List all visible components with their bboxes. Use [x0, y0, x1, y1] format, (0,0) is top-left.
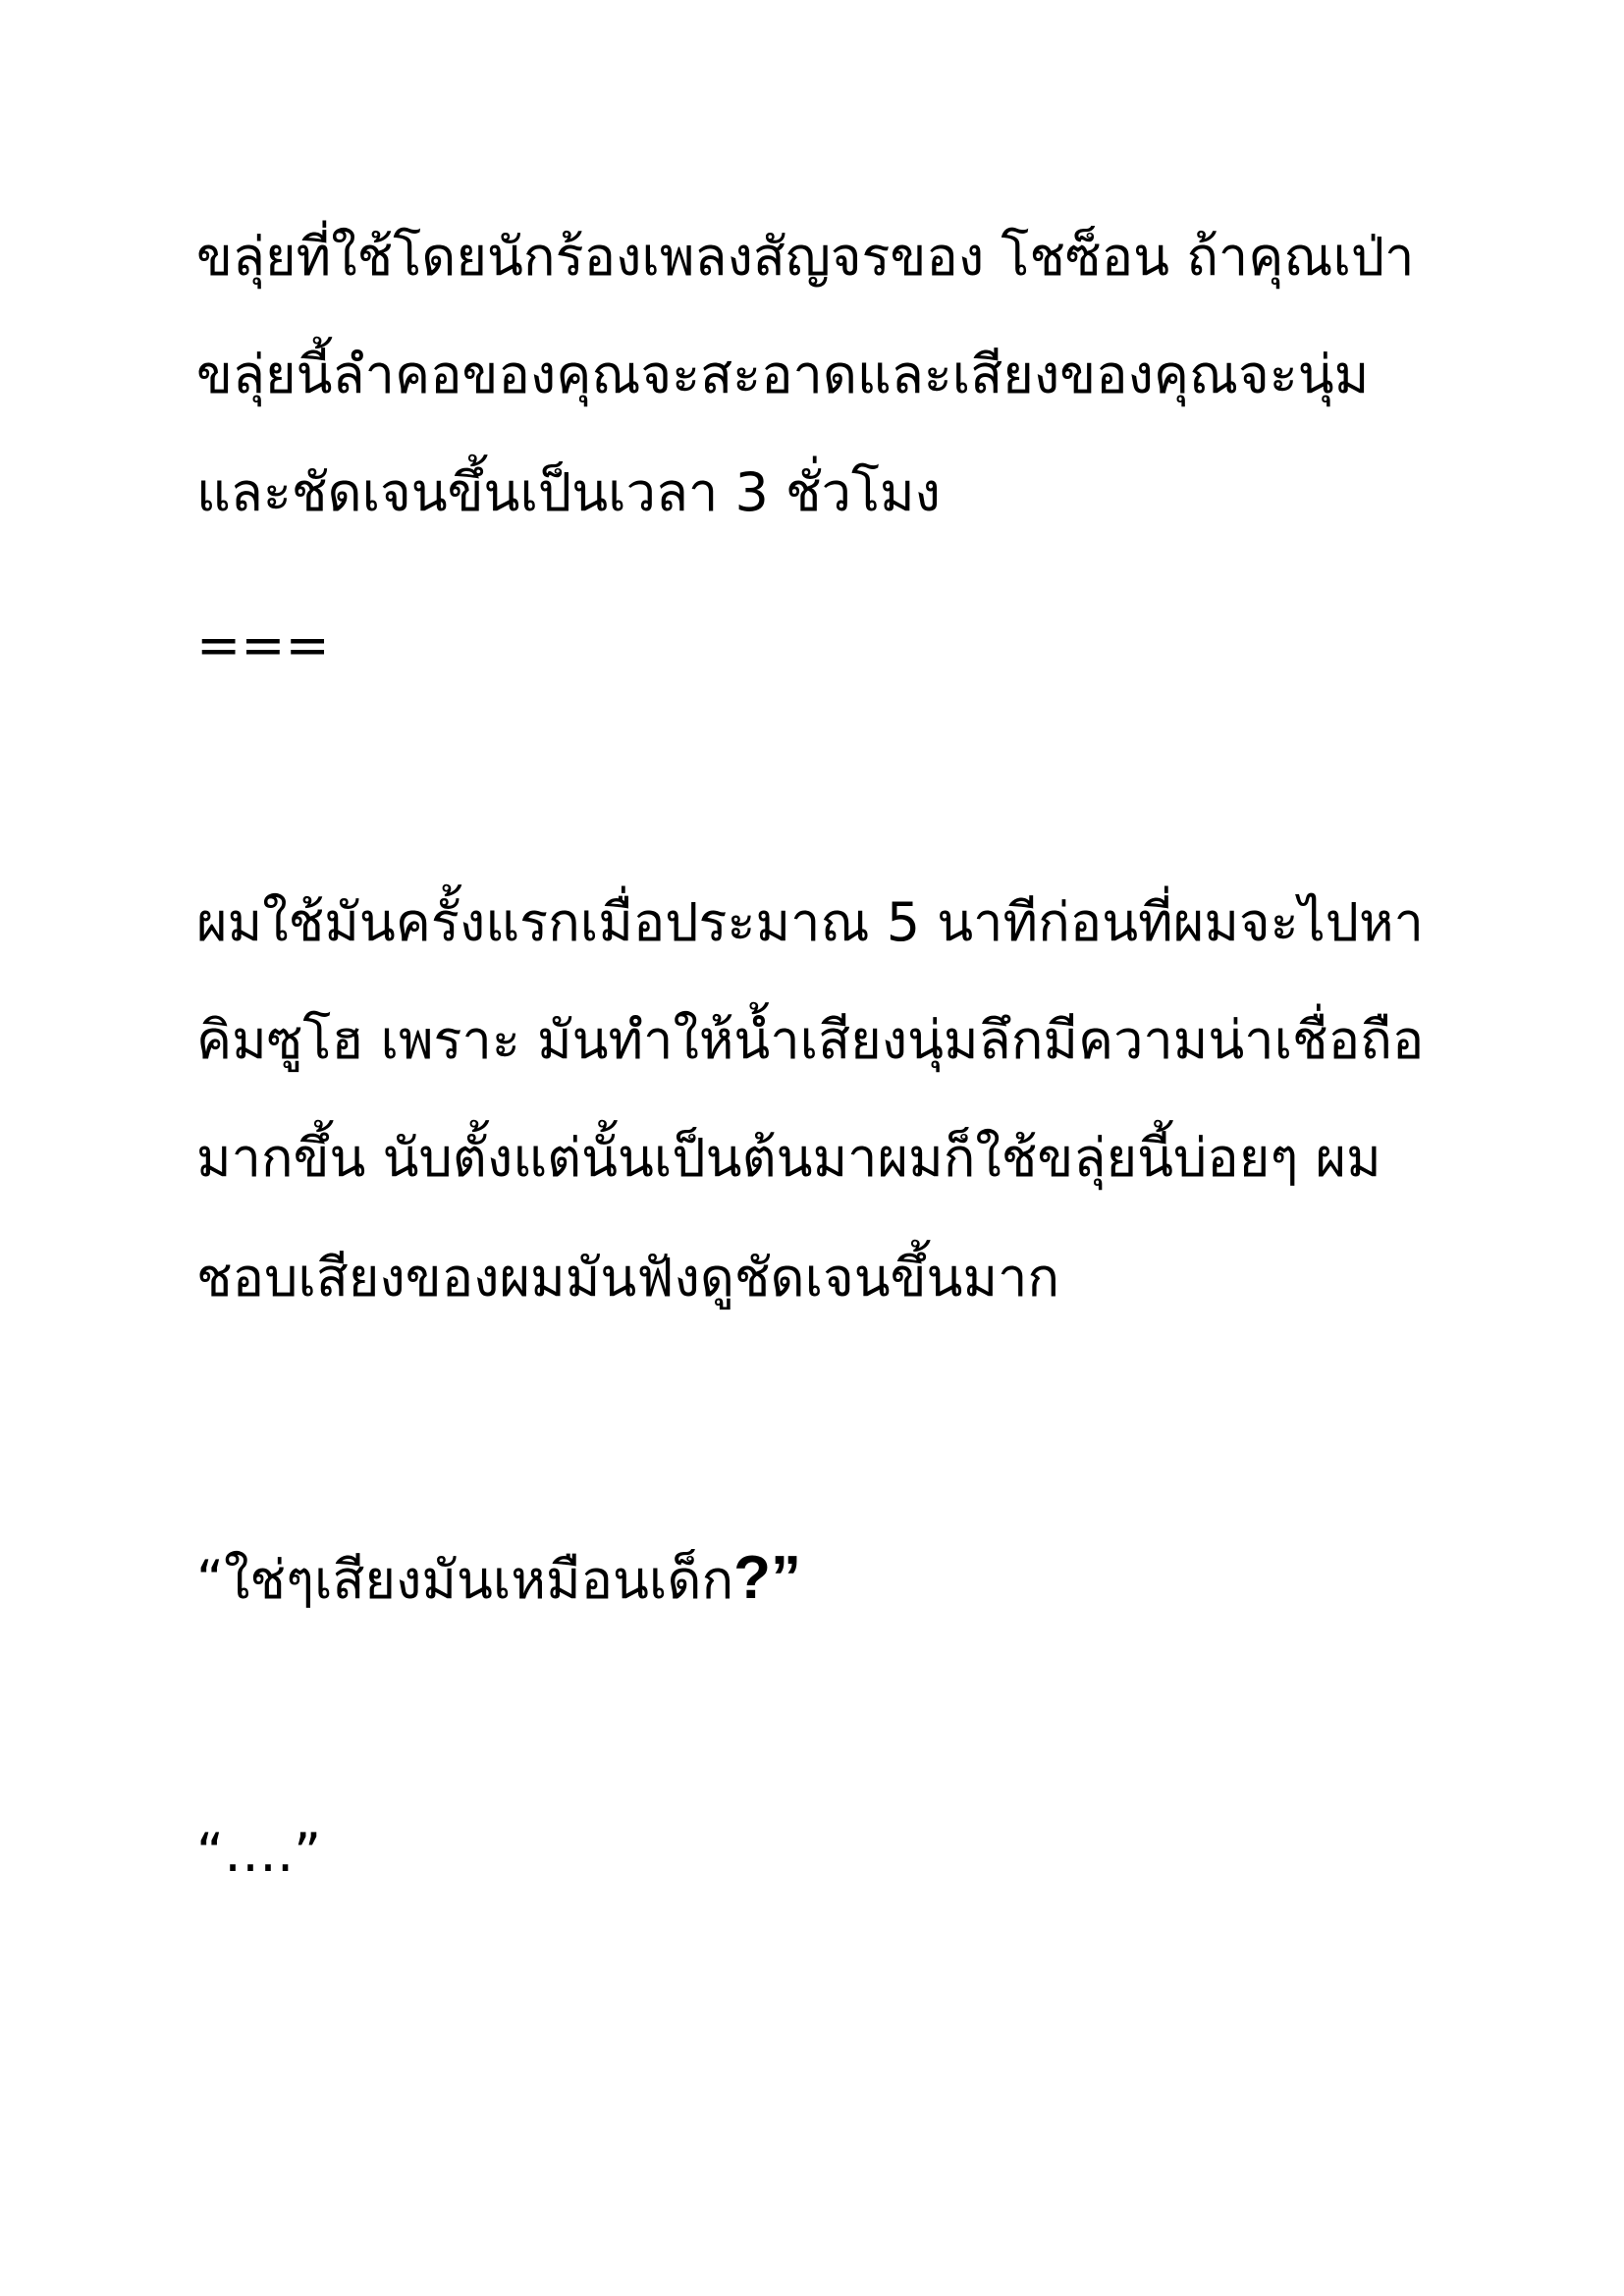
- paragraph2-line1: ผมใช้มันครั้งแรกเมื่อประมาณ 5 นาทีก่อนที่ผมจะไปหา: [196, 891, 1424, 953]
- paragraph1-line1: ขลุ่ยที่ใช้โดยนักร้องเพลงสัญจรของ โชซ็อน ถ้าคุณเป่า: [196, 226, 1415, 288]
- paragraph1-line2: ขลุ่ยนี้ลำคอของคุณจะสะอาดและเสียงของคุณจะนุ่ม: [196, 344, 1370, 405]
- dialogue-quote-2: “….”: [196, 1822, 322, 1884]
- dialogue-quote-1: [196, 1539, 801, 1620]
- dialogue-quote-1-text: “ใช่ๆเสียงมันเหมือนเด็ก: [196, 1549, 734, 1611]
- paragraph2-line3: มากขึ้น นับตั้งแต่นั้นเป็นต้นมาผมก็ใช้ขลุ่ยนี้บ่อยๆ ผม: [196, 1127, 1381, 1189]
- paragraph2-line2: คิมซูโฮ เพราะ มันทำให้น้ำเสียงนุ่มลึกมีความน่าเชื่อถือ: [196, 1009, 1425, 1071]
- section-separator: ===: [196, 614, 330, 676]
- paragraph1-line3: และชัดเจนขึ้นเป็นเวลา 3 ชั่วโมง: [196, 461, 941, 523]
- paragraph2-line4: ชอบเสียงของผมมันฟังดูชัดเจนขึ้นมาก: [196, 1247, 1060, 1308]
- dialogue-quote-1-ending: ?”: [733, 1544, 802, 1612]
